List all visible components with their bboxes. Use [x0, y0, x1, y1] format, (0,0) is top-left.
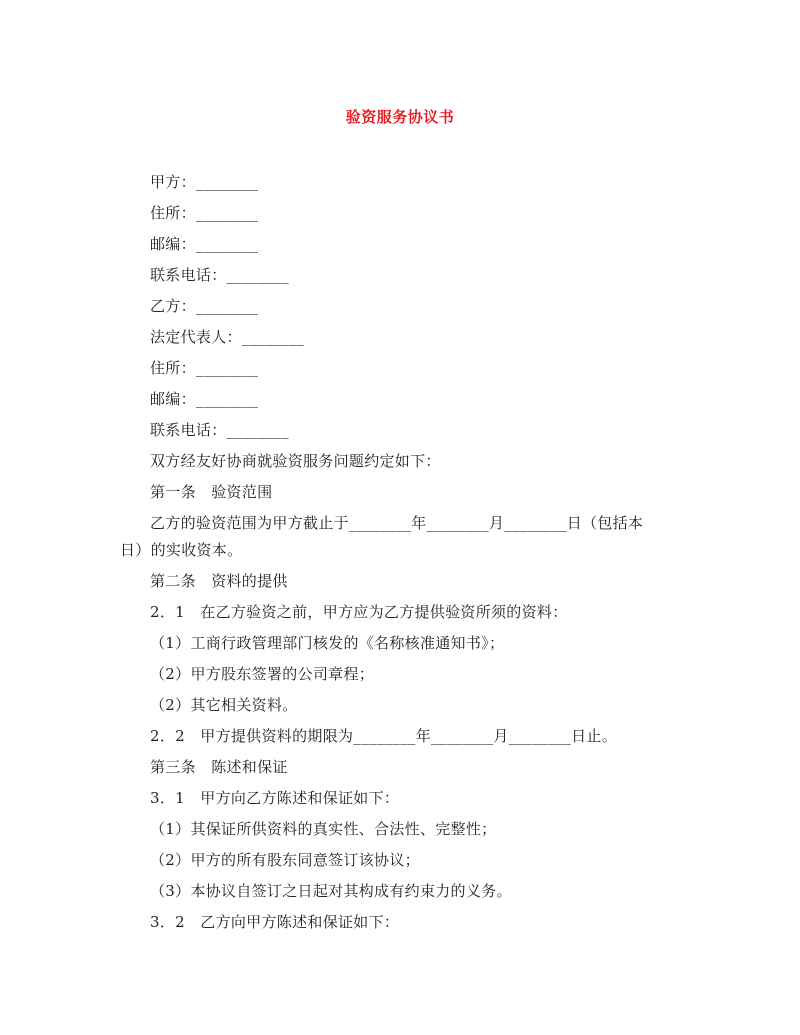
party-b-phone-line: 联系电话：________: [150, 421, 289, 439]
party-a-line: 甲方：________: [150, 173, 259, 191]
article-1-text-line-1: 乙方的验资范围为甲方截止于________年________月________日（包括本: [150, 514, 644, 532]
clause-3-1-item-3: （3）本协议自签订之日起对其构成有约束力的义务。: [150, 882, 512, 900]
party-a-address-line: 住所：________: [150, 204, 259, 222]
party-b-postcode-line: 邮编：________: [150, 390, 259, 408]
clause-3-2: 3．2 乙方向甲方陈述和保证如下：: [150, 913, 400, 931]
clause-2-1-item-3: （2）其它相关资料。: [150, 696, 298, 714]
document-title: 验资服务协议书: [345, 108, 455, 126]
party-b-address-line: 住所：________: [150, 359, 259, 377]
party-a-postcode-line: 邮编：________: [150, 235, 259, 253]
party-a-phone-line: 联系电话：________: [150, 266, 289, 284]
article-2-heading: 第二条 资料的提供: [150, 572, 288, 590]
clause-2-1-item-1: （1）工商行政管理部门核发的《名称核准通知书》；: [150, 634, 505, 652]
article-3-heading: 第三条 陈述和保证: [150, 758, 288, 776]
party-b-legal-representative-line: 法定代表人：________: [150, 328, 305, 346]
clause-2-1-item-2: （2）甲方股东签署的公司章程；: [150, 665, 375, 683]
clause-3-1: 3．1 甲方向乙方陈述和保证如下：: [150, 789, 400, 807]
clause-2-1: 2．1 在乙方验资之前，甲方应为乙方提供验资所须的资料：: [150, 603, 568, 621]
clause-3-1-item-2: （2）甲方的所有股东同意签订该协议；: [150, 851, 420, 869]
clause-2-2: 2．2 甲方提供资料的期限为________年________月________日止。: [150, 727, 617, 745]
clause-3-1-item-1: （1）其保证所供资料的真实性、合法性、完整性；: [150, 820, 497, 838]
article-1-heading: 第一条 验资范围: [150, 483, 273, 501]
party-b-line: 乙方：________: [150, 297, 259, 315]
article-1-text-line-2: 日）的实收资本。: [120, 541, 243, 559]
intro-paragraph: 双方经友好协商就验资服务问题约定如下：: [150, 452, 441, 470]
